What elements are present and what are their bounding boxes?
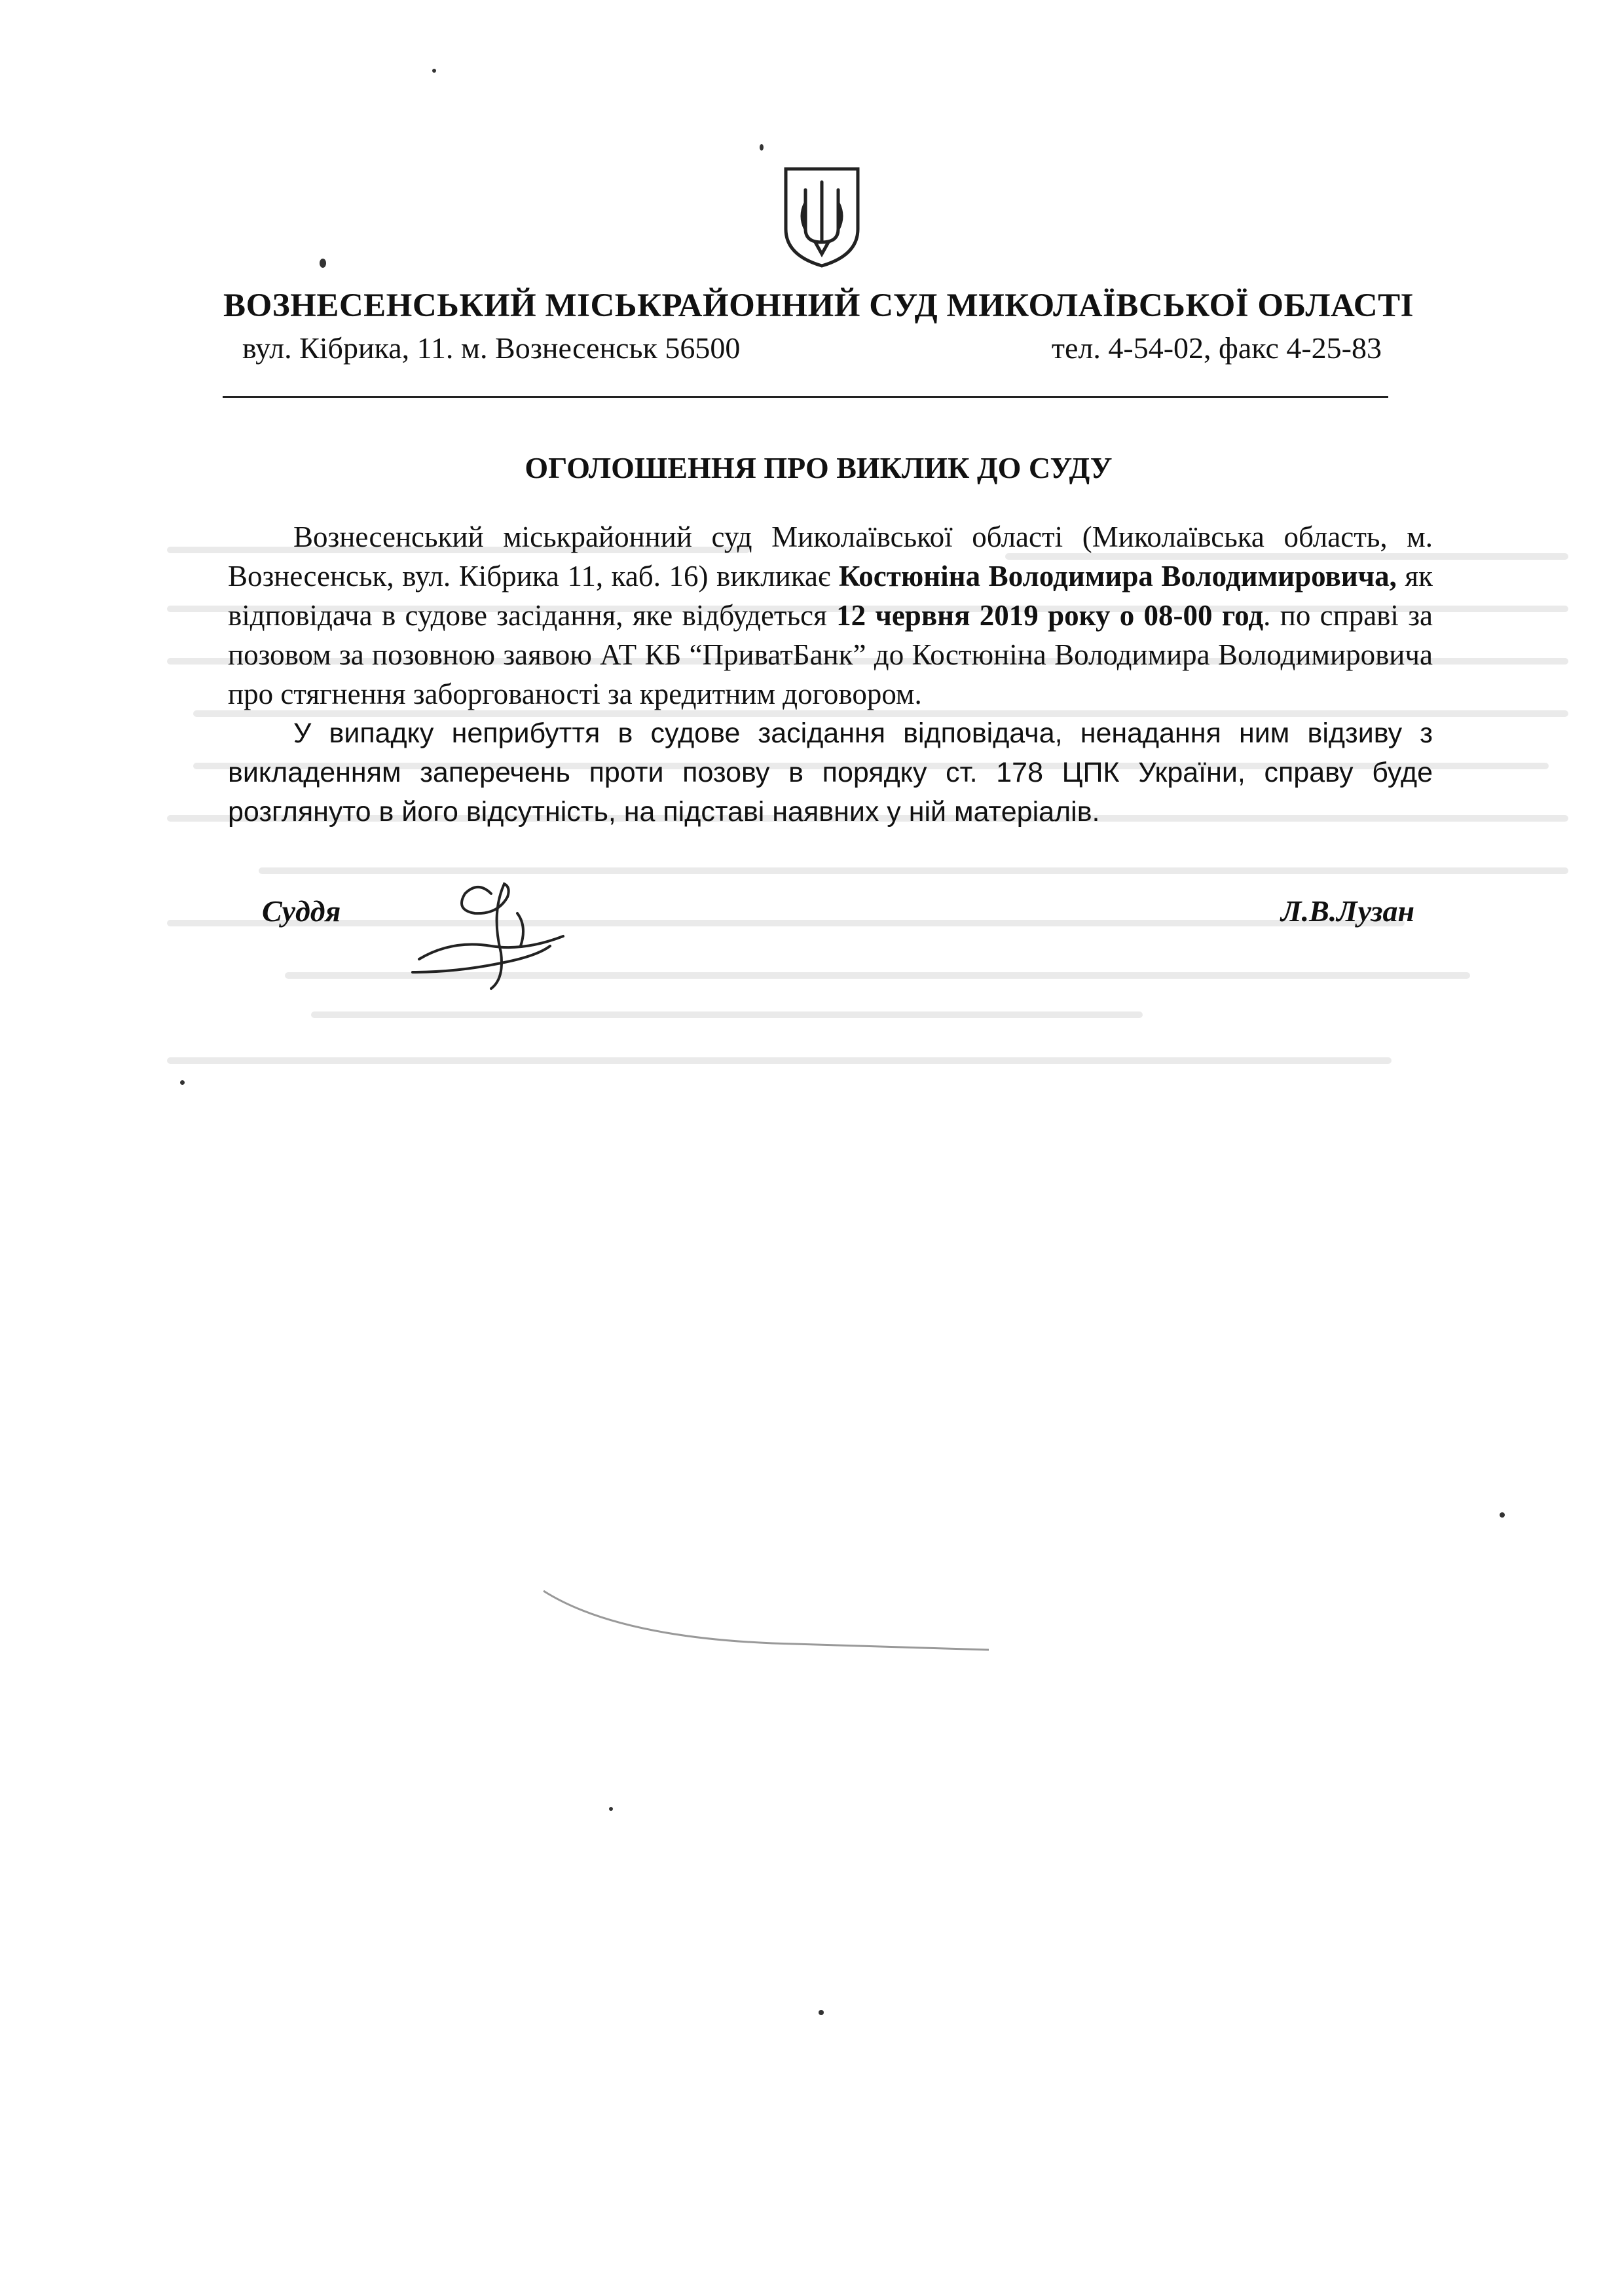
hearing-datetime: 12 червня 2019 року о 08-00 год [836,599,1264,632]
scan-smudge [537,1578,995,1669]
court-address: вул. Кібрика, 11. м. Вознесенськ 56500 [242,331,741,365]
court-name-heading: ВОЗНЕСЕНСЬКИЙ МІСЬКРАЙОННИЙ СУД МИКОЛАЇВСЬКОЇ ОБЛАСТІ [223,287,1414,324]
absence-consequence-paragraph: У випадку неприбуття в судове засідання відповідача, ненадання ним відзиву з викладенням заперечень проти позову в порядку ст. 178 ЦПК України, справу буде розглянуто в його відсутність, на підставі наявних у ній матеріалів. [228,718,1433,828]
scan-speck [760,144,764,151]
scan-speck [432,69,436,73]
judge-role-label: Суддя [262,894,341,928]
summons-text-2: як відповідача в судове засідання, яке відбудеться [228,560,1433,632]
court-phone-fax: тел. 4-54-02, факс 4-25-83 [1051,331,1382,365]
scan-speck [320,259,326,268]
scan-speck [819,2010,824,2015]
scan-speck [1500,1512,1505,1518]
summons-text-1: Вознесенський міськрайонний суд Миколаївської області (Миколаївська область, м. Вознесенськ, вул. Кібрика 11, каб. 16) викликає [228,520,1433,592]
handwritten-signature [393,874,602,998]
header-divider [223,396,1388,398]
notice-body [228,517,1433,831]
judge-name: Л.В.Лузан [1281,894,1414,928]
scan-speck [609,1807,613,1811]
coat-of-arms-icon [779,164,864,268]
court-contacts [242,331,1382,365]
defendant-name: Костюніна Володимира Володимировича, [838,560,1397,592]
document-title: ОГОЛОШЕННЯ ПРО ВИКЛИК ДО СУДУ [525,451,1113,484]
summons-text-3: . по справі за позовом за позовною заявою АТ КБ “ПриватБанк” до Костюніна Володимира Володимировича про стягнення заборгованості за кредитним договором. [228,599,1433,710]
scan-speck [180,1080,185,1085]
summons-paragraph [228,517,1433,714]
